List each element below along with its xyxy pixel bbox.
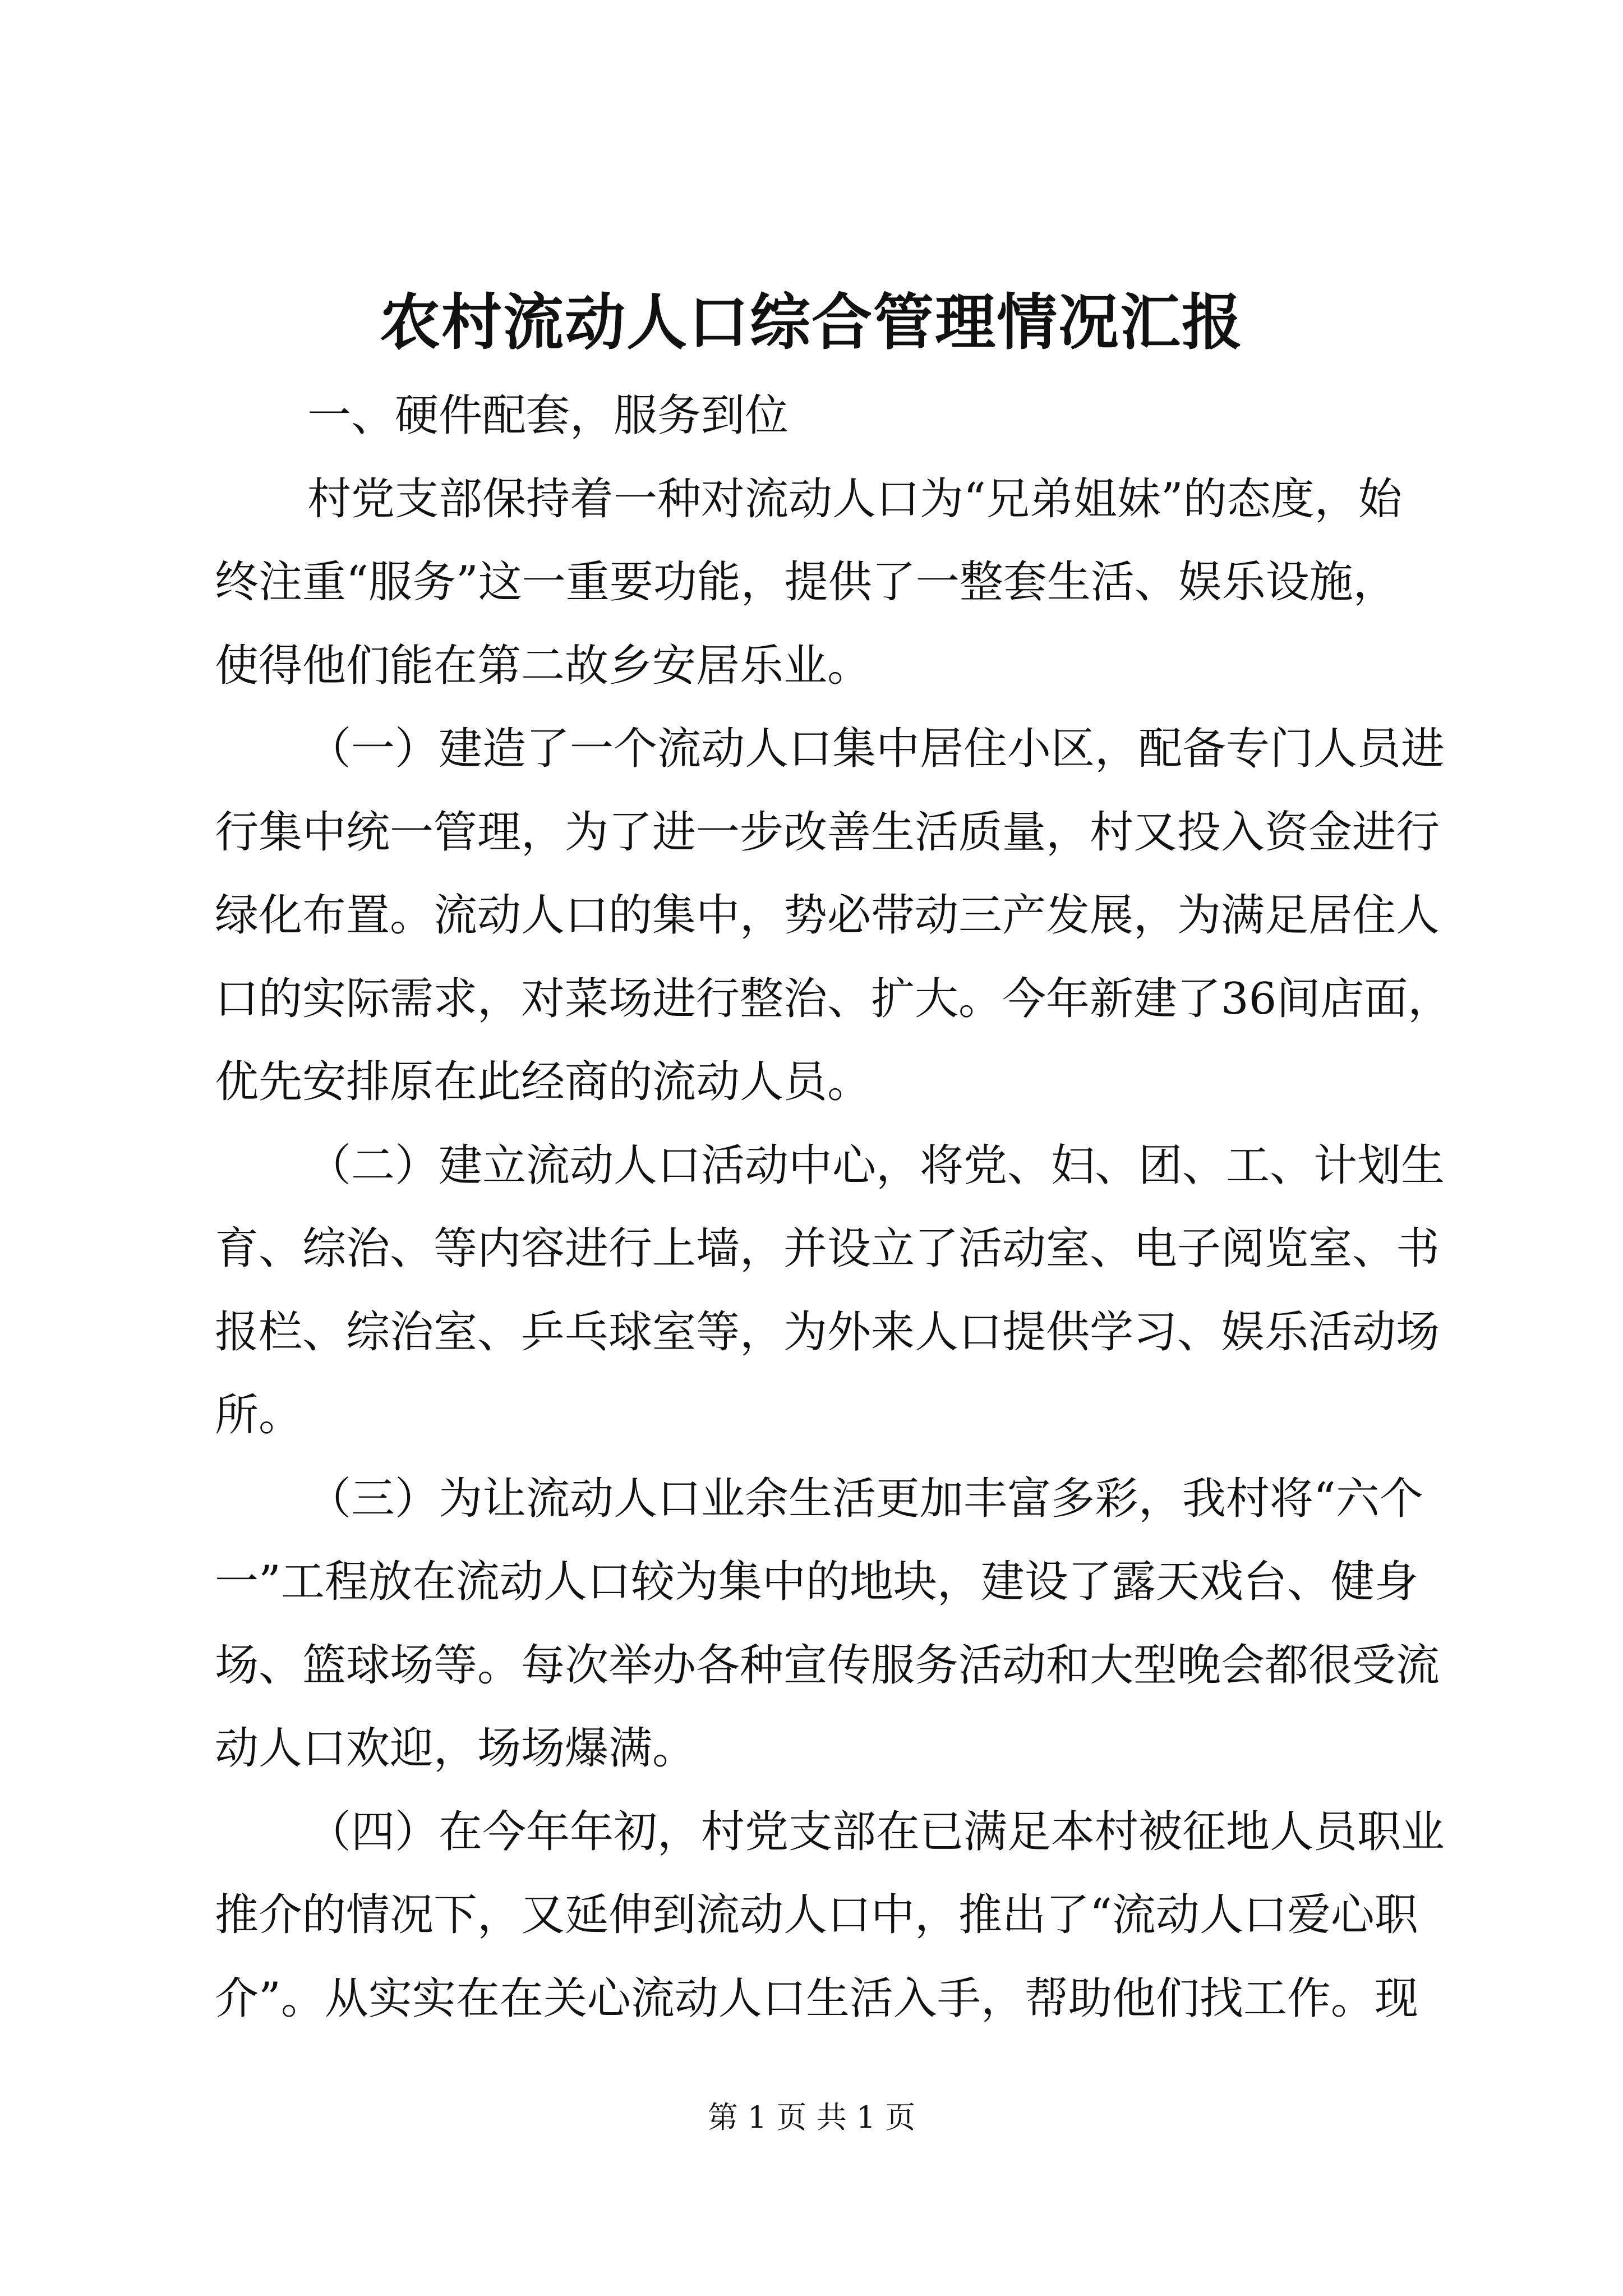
paragraph-line: 终注重“服务”这一重要功能，提供了一整套生活、娱乐设施， <box>215 557 1397 608</box>
paragraph-line: 优先安排原在此经商的流动人员。 <box>215 1057 872 1107</box>
paragraph-line: （四）在今年年初，村党支部在已满足本村被征地人员职业 <box>307 1807 1445 1857</box>
paragraph-line: 场、篮球场等。每次举办各种宣传服务活动和大型晚会都很受流 <box>215 1640 1440 1691</box>
paragraph-line: 报栏、综治室、乒乓球室等，为外来人口提供学习、娱乐活动场 <box>215 1307 1440 1358</box>
section-heading: 一、硬件配套，服务到位 <box>307 390 789 441</box>
paragraph-line: （三）为让流动人口业余生活更加丰富多彩，我村将“六个 <box>307 1474 1423 1524</box>
paragraph-line: 一”工程放在流动人口较为集中的地块，建设了露天戏台、健身 <box>215 1557 1418 1607</box>
paragraph-line: 村党支部保持着一种对流动人口为“兄弟姐妹”的态度，始 <box>307 474 1402 524</box>
paragraph-line: 介”。从实实在在关心流动人口生活入手，帮助他们找工作。现 <box>215 1973 1418 2024</box>
paragraph-line: 使得他们能在第二故乡安居乐业。 <box>215 641 872 691</box>
paragraph-line: （二）建立流动人口活动中心，将党、妇、团、工、计划生 <box>307 1140 1445 1191</box>
paragraph-line: 行集中统一管理，为了进一步改善生活质量，村又投入资金进行 <box>215 807 1440 858</box>
document-title: 农村流动人口综合管理情况汇报 <box>379 287 1243 358</box>
paragraph-line: （一）建造了一个流动人口集中居住小区，配备专门人员进 <box>307 724 1445 774</box>
page-footer: 第 1 页 共 1 页 <box>707 2100 916 2135</box>
paragraph-line: 所。 <box>215 1390 303 1441</box>
paragraph-line: 口的实际需求，对菜场进行整治、扩大。今年新建了36间店面， <box>215 974 1452 1024</box>
paragraph-line: 育、综治、等内容进行上墙，并设立了活动室、电子阅览室、书 <box>215 1223 1440 1274</box>
paragraph-line: 动人口欢迎，场场爆满。 <box>215 1723 697 1774</box>
paragraph-line: 绿化布置。流动人口的集中，势必带动三产发展，为满足居住人 <box>215 890 1440 941</box>
paragraph-line: 推介的情况下，又延伸到流动人口中，推出了“流动人口爱心职 <box>215 1890 1418 1940</box>
